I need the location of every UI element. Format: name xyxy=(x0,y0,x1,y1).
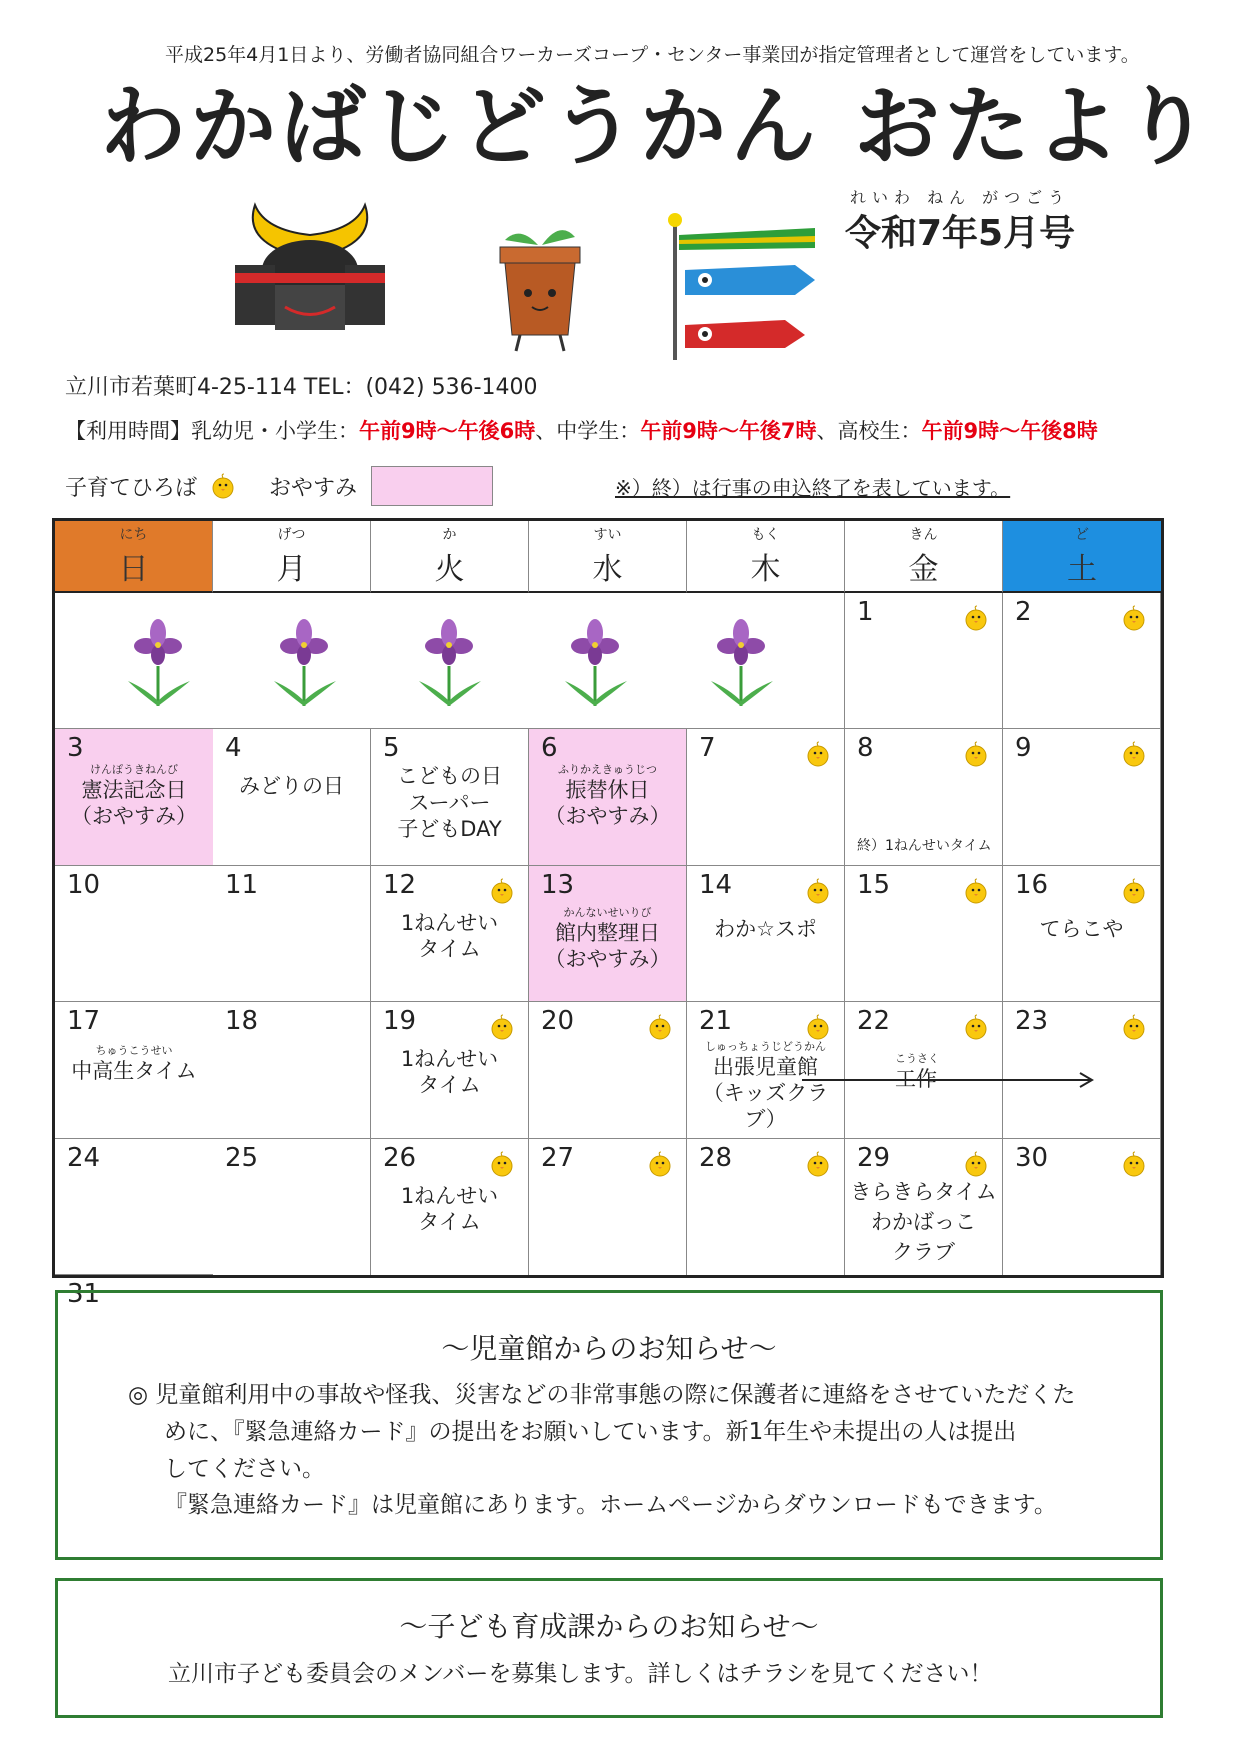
day-cell: 10 xyxy=(55,866,213,1002)
hours-high: 午前9時～午後8時 xyxy=(921,419,1098,443)
iris-decoration xyxy=(55,593,845,729)
day-cell: 24 xyxy=(55,1139,213,1275)
weekday-wed: すい 水 xyxy=(529,521,687,593)
notice-youth-title: ～子ども育成課からのお知らせ～ xyxy=(399,1610,819,1643)
iris-icon xyxy=(701,611,781,711)
day-cell: 7 xyxy=(687,729,845,865)
hours-mid: 午前9時～午後7時 xyxy=(640,419,817,443)
chick-icon xyxy=(964,1151,988,1177)
chick-icon xyxy=(964,878,988,904)
weekday-tue: か 火 xyxy=(371,521,529,593)
notice-youth xyxy=(55,1578,1163,1718)
kabuto-helmet-icon xyxy=(225,195,395,335)
arrow-icon xyxy=(800,1070,1100,1090)
day-cell: 25 xyxy=(213,1139,371,1275)
chick-icon xyxy=(964,605,988,631)
chick-icon xyxy=(1122,1151,1146,1177)
chick-icon xyxy=(648,1151,672,1177)
legend xyxy=(65,466,493,506)
weekday-thu: もく 木 xyxy=(687,521,845,593)
day-cell: 17 ちゅうこうせい 中高生タイム xyxy=(55,1002,213,1138)
hours-infant: 午前9時～午後6時 xyxy=(359,419,536,443)
weekday-fri: きん 金 xyxy=(845,521,1003,593)
top-note: 平成25年4月1日より、労働者協同組合ワーカーズコープ・センター事業団が指定管理者として運営をしています。 xyxy=(165,44,1140,66)
chick-icon xyxy=(964,1014,988,1040)
issue-label: 令和7年5月号 xyxy=(845,213,1076,254)
notice-center xyxy=(55,1290,1163,1560)
day-cell: 12 1ねんせい タイム xyxy=(371,866,529,1002)
hours-prefix: 【利用時間】乳幼児・小学生： xyxy=(65,419,359,443)
opening-hours xyxy=(65,415,1098,445)
day-cell: 6 ふりかえきゅうじつ 振替休日 （おやすみ） xyxy=(529,729,687,865)
koinobori-icon xyxy=(665,210,825,370)
chick-icon xyxy=(1122,605,1146,631)
notice-center-body: ◎ 児童館利用中の事故や怪我、災害などの非常事態の際に保護者に連絡をさせていただくた めに、『緊急連絡カード』の提出をお願いしています。新1年生や未提出の人は提出 してください。 『緊急連絡カード』は児童館にあります。ホームページからダウンロードもできます。 xyxy=(128,1382,1076,1519)
chick-icon xyxy=(806,741,830,767)
day-cell: 2 xyxy=(1003,593,1161,729)
day-cell: 19 1ねんせい タイム xyxy=(371,1002,529,1138)
day-cell: 21 しゅっちょうじどうかん 出張児童館 （キッズクラブ） xyxy=(687,1002,845,1138)
page-title: わかばじどうかん おたより xyxy=(100,77,1214,177)
iris-icon xyxy=(118,611,198,711)
chick-icon xyxy=(806,878,830,904)
weekday-sun: にち 日 xyxy=(55,521,213,593)
chick-icon xyxy=(490,1151,514,1177)
day-cell: 26 1ねんせい タイム xyxy=(371,1139,529,1275)
day-cell: 15 xyxy=(845,866,1003,1002)
hours-mid-label: 、中学生： xyxy=(535,419,641,443)
weekday-mon: げつ 月 xyxy=(213,521,371,593)
chick-icon xyxy=(490,1014,514,1040)
calendar xyxy=(52,518,1164,1309)
day-cell: 29 きらきらタイム わかばっこ クラブ xyxy=(845,1139,1003,1275)
legend-closed-label: おやすみ xyxy=(269,475,358,501)
chick-icon xyxy=(964,741,988,767)
day-cell: 3 けんぽうきねんび 憲法記念日 （おやすみ） xyxy=(55,729,213,865)
day-cell: 30 xyxy=(1003,1139,1161,1275)
legend-hiroba-label: 子育てひろば xyxy=(65,475,198,501)
day-cell: 14 わか☆スポ xyxy=(687,866,845,1002)
day-cell: 4 みどりの日 xyxy=(213,729,371,865)
day-cell: 13 かんないせいりび 館内整理日 （おやすみ） xyxy=(529,866,687,1002)
issue-ruby: れいわ ねん がつごう xyxy=(850,188,1071,207)
day-cell: 23 xyxy=(1003,1002,1161,1138)
hours-high-label: 、高校生： xyxy=(816,419,922,443)
day-cell: 28 xyxy=(687,1139,845,1275)
day-cell: 5 こどもの日 スーパー 子どもDAY xyxy=(371,729,529,865)
chick-icon xyxy=(490,878,514,904)
chick-icon xyxy=(648,1014,672,1040)
notice-youth-body: 立川市子ども委員会のメンバーを募集します。詳しくはチラシを見てください！ xyxy=(168,1661,993,1687)
day-cell: 11 xyxy=(213,866,371,1002)
iris-icon xyxy=(264,611,344,711)
notice-center-title: ～児童館からのお知らせ～ xyxy=(441,1332,777,1365)
day-cell: 18 xyxy=(213,1002,371,1138)
day-cell: 22 こうさく 工作 xyxy=(845,1002,1003,1138)
chick-icon xyxy=(806,1151,830,1177)
chick-icon xyxy=(211,473,235,499)
day-cell: 9 xyxy=(1003,729,1161,865)
chick-icon xyxy=(806,1014,830,1040)
day-cell: 8 終）1ねんせいタイム xyxy=(845,729,1003,865)
iris-icon xyxy=(409,611,489,711)
closed-swatch xyxy=(371,466,493,506)
deadline-note: ※）終）は行事の申込終了を表しています。 xyxy=(615,476,1011,500)
chick-icon xyxy=(1122,1014,1146,1040)
sprout-mascot-icon xyxy=(480,215,600,355)
day-cell: 20 xyxy=(529,1002,687,1138)
iris-icon xyxy=(555,611,635,711)
address: 立川市若葉町4-25-114 TEL：(042) 536-1400 xyxy=(65,375,538,400)
chick-icon xyxy=(1122,878,1146,904)
day-cell: 16 てらこや xyxy=(1003,866,1161,1002)
weekday-sat: ど 土 xyxy=(1003,521,1161,593)
chick-icon xyxy=(1122,741,1146,767)
day-cell: 1 xyxy=(845,593,1003,729)
day-cell: 27 xyxy=(529,1139,687,1275)
